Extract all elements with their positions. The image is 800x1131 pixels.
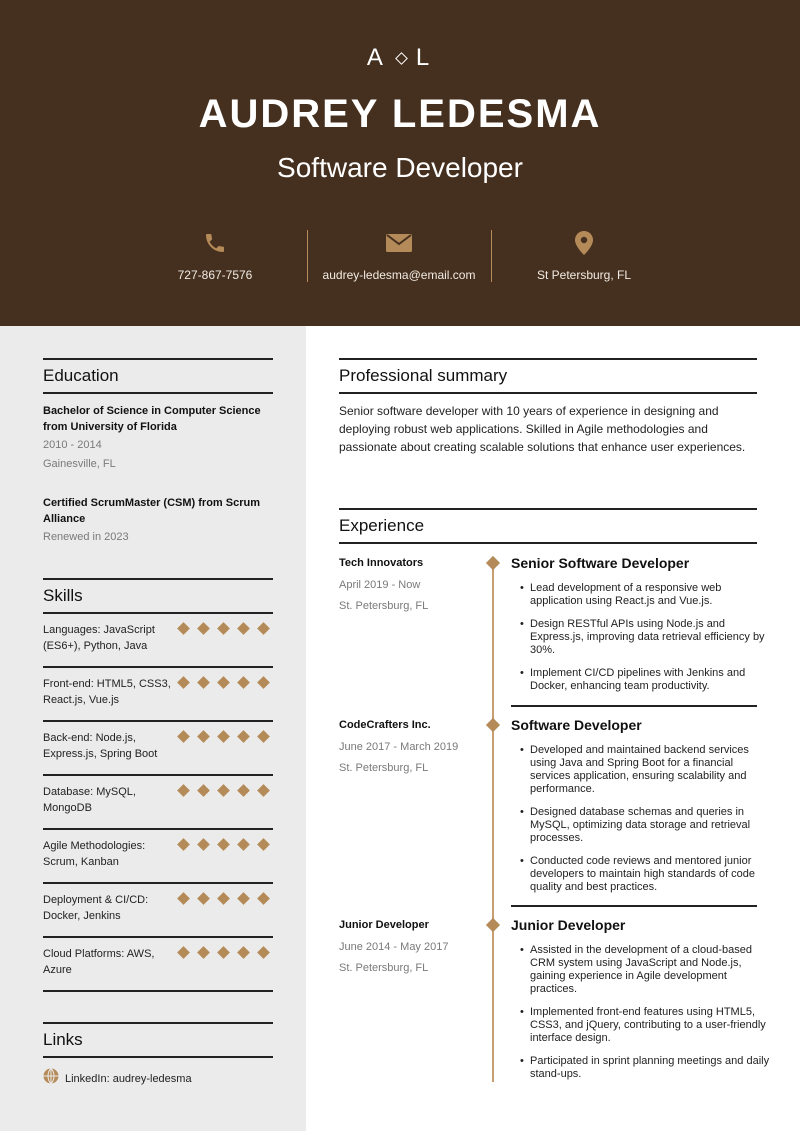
email-address[interactable]: audrey-ledesma@email.com (322, 268, 476, 282)
rating-diamond-icon (197, 622, 210, 635)
skill-row (43, 946, 273, 978)
location-pin-icon (489, 228, 679, 258)
monogram-diamond-icon (395, 52, 408, 65)
candidate-name: AUDREY LEDESMA (198, 92, 602, 136)
globe-icon (43, 1068, 59, 1089)
summary-text: Senior software developer with 10 years of experience in designing and deploying robust web applications. Skilled in Agile methodologies and passionate about creating scalable solutions that enhance user experiences. (339, 404, 746, 454)
skills-title: Skills (43, 586, 83, 605)
job-bullet: • Participated in sprint planning meetings and daily stand-ups. (520, 1055, 770, 1081)
rating-diamond-icon (257, 622, 270, 635)
skill-rating (179, 894, 268, 903)
rating-diamond-icon (217, 784, 230, 797)
skill-rule (43, 666, 273, 668)
section-rule (43, 578, 273, 580)
job-rule (511, 905, 757, 907)
section-rule (43, 392, 273, 394)
job-bullet: • Implement CI/CD pipelines with Jenkins and Docker, enhancing team productivity. (520, 667, 770, 693)
rating-diamond-icon (197, 784, 210, 797)
rating-diamond-icon (177, 730, 190, 743)
job-bullet: • Assisted in the development of a cloud-based CRM system using JavaScript and Node.js, gaining experience in Agile development practices. (520, 944, 770, 996)
links-title: Links (43, 1030, 83, 1049)
rating-diamond-icon (217, 946, 230, 959)
rating-diamond-icon (257, 784, 270, 797)
job-bullet: • Developed and maintained backend services using Java and Spring Boot for a financial services application, ensuring scalability and performance. (520, 744, 770, 796)
section-rule (43, 1022, 273, 1024)
skill-row (43, 676, 273, 708)
job-bullet: • Implemented front-end features using HTML5, CSS3, and jQuery, contributing to a user-friendly interface design. (520, 1006, 770, 1045)
skill-rating (179, 732, 268, 741)
rating-diamond-icon (197, 730, 210, 743)
rating-diamond-icon (177, 892, 190, 905)
job-rule (511, 705, 757, 707)
job-location: St. Petersburg, FL (339, 600, 429, 612)
skill-row (43, 838, 273, 870)
skill-label: Languages: JavaScript (ES6+), Python, Java (43, 624, 155, 652)
rating-diamond-icon (237, 622, 250, 635)
resume-header (0, 0, 800, 326)
skill-label: Back-end: Node.js, Express.js, Spring Boot (43, 732, 158, 760)
rating-diamond-icon (197, 676, 210, 689)
rating-diamond-icon (217, 730, 230, 743)
skill-rating (179, 624, 268, 633)
rating-diamond-icon (217, 622, 230, 635)
rating-diamond-icon (257, 838, 270, 851)
summary-title: Professional summary (339, 366, 508, 385)
contact-email (304, 228, 494, 282)
skill-label: Front-end: HTML5, CSS3, React.js, Vue.js (43, 678, 171, 706)
rating-diamond-icon (177, 838, 190, 851)
education-title: Education (43, 366, 119, 385)
rating-diamond-icon (217, 838, 230, 851)
job-bullet: • Conducted code reviews and mentored junior developers to maintain high standards of code quality and best practices. (520, 855, 770, 894)
rating-diamond-icon (237, 730, 250, 743)
skill-rule (43, 828, 273, 830)
link-item[interactable] (43, 1068, 192, 1089)
job-bullet: • Designed database schemas and queries in MySQL, optimizing data storage and retrieval processes. (520, 806, 770, 845)
skill-label: Deployment & CI/CD: Docker, Jenkins (43, 894, 149, 922)
rating-diamond-icon (257, 892, 270, 905)
rating-diamond-icon (257, 676, 270, 689)
phone-number[interactable]: 727-867-7576 (177, 268, 253, 282)
section-rule (339, 508, 757, 510)
skill-rule (43, 882, 273, 884)
rating-diamond-icon (237, 784, 250, 797)
contact-location (489, 228, 679, 282)
skill-rating (179, 840, 268, 849)
rating-diamond-icon (177, 784, 190, 797)
skill-rating (179, 948, 268, 957)
job-bullets (520, 944, 770, 1091)
skill-row (43, 892, 273, 924)
section-rule (43, 358, 273, 360)
section-rule (43, 612, 273, 614)
timeline-line (492, 562, 494, 1082)
job-location: St. Petersburg, FL (339, 762, 429, 774)
section-rule (339, 392, 757, 394)
section-rule (339, 358, 757, 360)
rating-diamond-icon (217, 676, 230, 689)
skill-label: Cloud Platforms: AWS, Azure (43, 948, 155, 976)
rating-diamond-icon (197, 946, 210, 959)
rating-diamond-icon (237, 838, 250, 851)
job-bullet: • Design RESTful APIs using Node.js and Express.js, improving data retrieval efficiency by 30%. (520, 618, 770, 657)
skill-label: Agile Methodologies: Scrum, Kanban (43, 840, 146, 868)
skill-rule (43, 720, 273, 722)
section-rule (339, 542, 757, 544)
rating-diamond-icon (177, 946, 190, 959)
education-location: Gainesville, FL (43, 458, 116, 470)
experience-title: Experience (339, 516, 425, 535)
monogram-left: A (366, 44, 387, 71)
mail-icon (304, 228, 494, 258)
skill-label: Database: MySQL, MongoDB (43, 786, 136, 814)
candidate-role: Software Developer (277, 152, 523, 183)
rating-diamond-icon (197, 892, 210, 905)
rating-diamond-icon (197, 838, 210, 851)
job-title: Junior Developer (511, 917, 626, 933)
job-bullets (520, 744, 770, 904)
job-company: Tech Innovators (339, 557, 424, 569)
job-dates: April 2019 - Now (339, 579, 421, 591)
job-dates: June 2014 - May 2017 (339, 941, 449, 953)
monogram (0, 44, 800, 72)
job-bullets (520, 582, 770, 703)
monogram-right: L (415, 44, 434, 71)
education-dates: 2010 - 2014 (43, 439, 102, 451)
skill-row (43, 784, 273, 816)
rating-diamond-icon (177, 676, 190, 689)
contact-phone (120, 228, 310, 282)
timeline-diamond-icon (486, 718, 500, 732)
rating-diamond-icon (177, 622, 190, 635)
education-degree: Bachelor of Science in Computer Science from University of Florida (43, 405, 261, 433)
education-dates: Renewed in 2023 (43, 531, 129, 543)
job-bullet: • Lead development of a responsive web application using React.js and Vue.js. (520, 582, 770, 608)
job-location: St. Petersburg, FL (339, 962, 429, 974)
job-dates: June 2017 - March 2019 (339, 741, 459, 753)
skill-row (43, 622, 273, 654)
skill-rule (43, 990, 273, 992)
section-rule (43, 1056, 273, 1058)
rating-diamond-icon (257, 946, 270, 959)
skill-rule (43, 936, 273, 938)
skill-rating (179, 786, 268, 795)
rating-diamond-icon (237, 946, 250, 959)
job-title: Senior Software Developer (511, 555, 690, 571)
job-company: CodeCrafters Inc. (339, 719, 431, 731)
timeline-diamond-icon (486, 556, 500, 570)
job-title: Software Developer (511, 717, 642, 733)
skill-rating (179, 678, 268, 687)
location-text: St Petersburg, FL (536, 268, 632, 282)
skill-rule (43, 774, 273, 776)
skill-row (43, 730, 273, 762)
phone-icon (120, 228, 310, 258)
rating-diamond-icon (257, 730, 270, 743)
rating-diamond-icon (217, 892, 230, 905)
education-degree: Certified ScrumMaster (CSM) from Scrum Alliance (43, 497, 260, 525)
linkedin-link[interactable]: LinkedIn: audrey-ledesma (65, 1072, 192, 1085)
rating-diamond-icon (237, 676, 250, 689)
rating-diamond-icon (237, 892, 250, 905)
job-company: Junior Developer (339, 919, 429, 931)
timeline-diamond-icon (486, 918, 500, 932)
